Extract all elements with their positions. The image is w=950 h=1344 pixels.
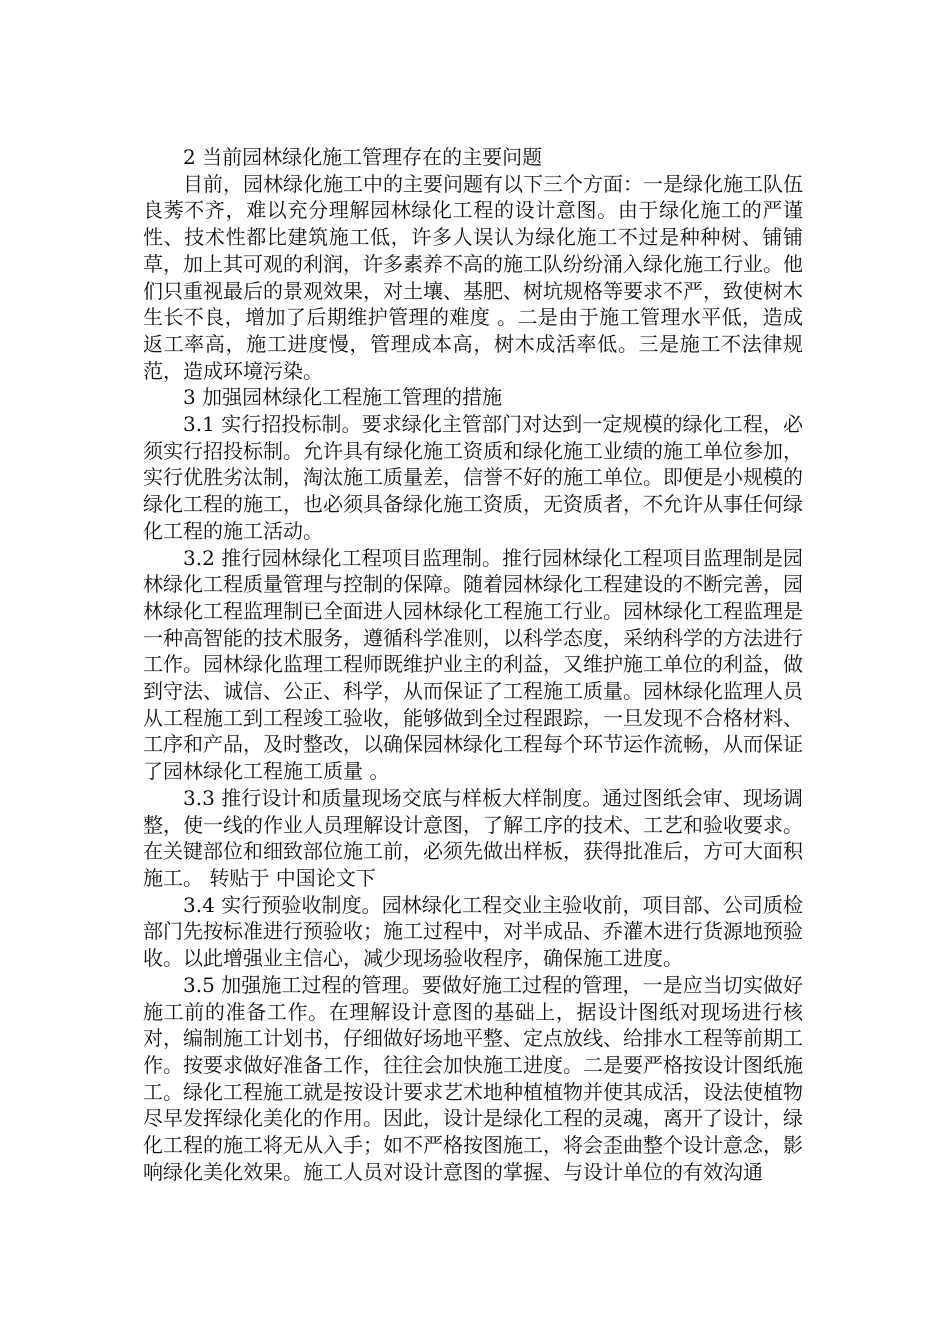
section-2-body: 目前，园林绿化施工中的主要问题有以下三个方面：一是绿化施工队伍良莠不齐，难以充分理解园林绿化工程的设计意图。由于绿化施工的严谨性、技术性都比建筑施工低，许多人误认为绿化施工不过是种种树、铺铺草，加上其可观的利润，许多素养不高的施工队纷纷涌入绿化施工行业。他们只重视最后的景观效果，对土壤、基肥、树坑规格等要求不严，致使树木生长不良，增加了后期维护管理的难度 。二是由于施工管理水平低，造成返工率高，施工进度慢，管理成本高，树木成活率低。三是施工不法律规范，造成环境污染。	[143, 171, 803, 383]
section-3-4-paragraph: 3.4 实行预验收制度。园林绿化工程交业主验收前，项目部、公司质检部门先按标准进行预验收；施工过程中，对半成品、乔灌木进行货源地预验收。以此增强业主信心，减少现场验收程序，确保施工进度。	[143, 892, 803, 971]
section-3-2-paragraph: 3.2 推行园林绿化工程项目监理制。推行园林绿化工程项目监理制是园林绿化工程质量管理与控制的保障。随着园林绿化工程建设的不断完善，园林绿化工程监理制已全面进人园林绿化工程施工行业。园林绿化工程监理是一种高智能的技术服务，遵循科学准则，以科学态度，采纳科学的方法进行工作。园林绿化监理工程师既维护业主的利益，又维护施工单位的利益，做到守法、诚信、公正、科学，从而保证了工程施工质量。园林绿化监理人员从工程施工到工程竣工验收，能够做到全过程跟踪，一旦发现不合格材料、工序和产品，及时整改，以确保园林绿化工程每个环节运作流畅，从而保证了园林绿化工程施工质量 。	[143, 545, 803, 784]
section-3-1-paragraph: 3.1 实行招投标制。要求绿化主管部门对达到一定规模的绿化工程，必须实行招投标制。允许具有绿化施工资质和绿化施工业绩的施工单位参加，实行优胜劣汰制，淘汰施工质量差，信誉不好的施工单位。即便是小规模的绿化工程的施工，也必须具备绿化施工资质，无资质者，不允许从事任何绿化工程的施工活动。	[143, 412, 803, 543]
section-3-title: 3 加强园林绿化工程施工管理的措施	[183, 385, 503, 410]
section-3-3-paragraph: 3.3 推行设计和质量现场交底与样板大样制度。通过图纸会审、现场调整，使一线的作业人员理解设计意图，了解工序的技术、工艺和验收要求。在关键部位和细致部位施工前，必须先做出样板，获得批准后，方可大面积施工。 转贴于 中国论文下	[143, 785, 803, 890]
section-3-5-paragraph: 3.5 加强施工过程的管理。要做好施工过程的管理，一是应当切实做好施工前的准备工作。在理解设计意图的基础上，据设计图纸对现场进行核对，编制施工计划书，仔细做好场地平整、定点放线、给排水工程等前期工作。按要求做好准备工作，往往会加快施工进度。二是要严格按设计图纸施工。绿化工程施工就是按设计要求艺术地种植植物并使其成活，设法使植物尽早发挥绿化美化的作用。因此，设计是绿化工程的灵魂，离开了设计，绿化工程的施工将无从入手；如不严格按图施工，将会歪曲整个设计意念，影响绿化美化效果。施工人员对设计意图的掌握、与设计单位的有效沟通	[143, 972, 803, 1184]
document-page	[143, 144, 803, 1185]
section-2-title: 2 当前园林绿化施工管理存在的主要问题	[183, 145, 543, 169]
